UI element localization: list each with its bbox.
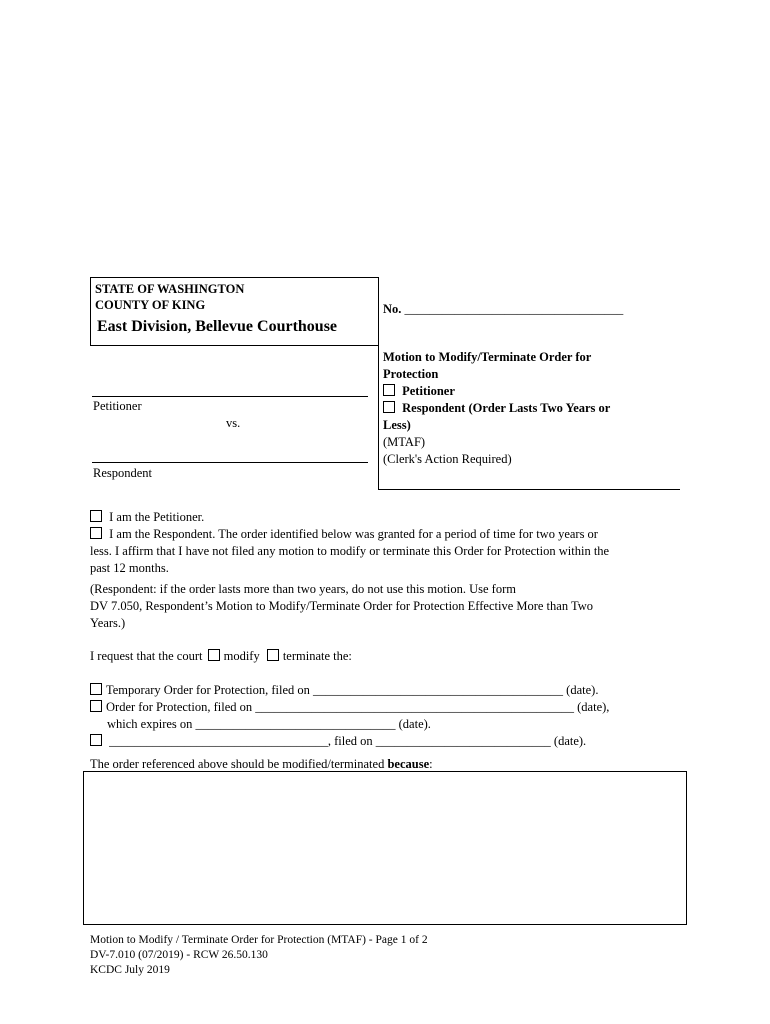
i-am-respondent-line2: less. I affirm that I have not filed any motion to modify or terminate this Order for Protection within the xyxy=(90,544,610,558)
respondent-note-line3: Years.) xyxy=(90,616,126,630)
motion-abbrev: (MTAF) xyxy=(383,435,426,449)
i-am-respondent-paragraph xyxy=(90,526,680,577)
request-row xyxy=(90,648,352,665)
case-number-blank[interactable]: ___________________________________ xyxy=(404,302,624,316)
order-filed-row[interactable]: Order for Protection, filed on ___________________________________________________ (date), xyxy=(90,699,609,716)
terminate-checkbox[interactable] xyxy=(267,649,279,661)
court-division: East Division, Bellevue Courthouse xyxy=(97,318,338,335)
temp-order-row[interactable]: Temporary Order for Protection, filed on ________________________________________ (date). xyxy=(90,682,598,699)
respondent-option[interactable]: Respondent (Order Lasts Two Years or xyxy=(383,400,610,417)
motion-title-line2: Protection xyxy=(383,367,439,381)
petitioner-name-line[interactable] xyxy=(92,396,368,397)
clerk-action: (Clerk's Action Required) xyxy=(383,452,512,466)
respondent-note-line1: (Respondent: if the order lasts more than two years, do not use this motion. Use form xyxy=(90,582,516,596)
footer-line1: Motion to Modify / Terminate Order for Protection (MTAF) - Page 1 of 2 xyxy=(90,934,428,946)
i-am-respondent-line3: past 12 months. xyxy=(90,561,169,575)
vs-label: vs. xyxy=(226,416,241,430)
page-footer xyxy=(90,933,428,978)
temp-order-checkbox[interactable] xyxy=(90,683,102,695)
i-am-petitioner-checkbox[interactable] xyxy=(90,510,102,522)
modify-label: modify xyxy=(223,649,260,663)
court-caption-box xyxy=(90,277,378,346)
order-filed-checkbox[interactable] xyxy=(90,700,102,712)
footer-line2: DV-7.010 (07/2019) - RCW 26.50.130 xyxy=(90,949,268,961)
because-heading: The order referenced above should be modified/terminated because: xyxy=(90,757,433,771)
footer-line3: KCDC July 2019 xyxy=(90,964,170,976)
other-order-checkbox[interactable] xyxy=(90,734,102,746)
other-order-row[interactable]: ___________________________________, filed on ____________________________ (date). xyxy=(90,733,586,750)
modify-checkbox[interactable] xyxy=(208,649,220,661)
case-number-field[interactable] xyxy=(383,302,623,317)
respondent-label: Respondent xyxy=(93,466,153,480)
petitioner-option[interactable]: Petitioner xyxy=(383,383,610,400)
county-name: COUNTY OF KING xyxy=(95,298,206,312)
i-am-respondent-checkbox[interactable] xyxy=(90,527,102,539)
respondent-name-line[interactable] xyxy=(92,462,368,463)
expires-row[interactable]: which expires on ________________________________ (date). xyxy=(107,717,431,731)
respondent-checkbox[interactable] xyxy=(383,401,395,413)
terminate-label: terminate the: xyxy=(282,649,352,663)
caption-vertical-divider xyxy=(378,277,379,490)
request-prefix: I request that the court xyxy=(90,649,203,663)
state-name: STATE OF WASHINGTON xyxy=(95,282,245,296)
motion-title-block xyxy=(383,349,610,468)
respondent-note-line2: DV 7.050, Respondent’s Motion to Modify/Terminate Order for Protection Effective More than Two xyxy=(90,599,594,613)
petitioner-label: Petitioner xyxy=(93,399,142,413)
caption-bottom-divider xyxy=(378,489,680,490)
respondent-note xyxy=(90,581,680,632)
court-state-county xyxy=(95,281,244,313)
motion-title-line1: Motion to Modify/Terminate Order for xyxy=(383,350,592,364)
petitioner-checkbox[interactable] xyxy=(383,384,395,396)
reason-text-box[interactable] xyxy=(83,771,687,925)
case-number-label: No. xyxy=(383,302,402,316)
i-am-respondent-row[interactable]: I am the Respondent. The order identified below was granted for a period of time for two years or xyxy=(90,526,680,543)
respondent-option-cont: Less) xyxy=(383,418,411,432)
i-am-petitioner-row[interactable]: I am the Petitioner. xyxy=(90,509,204,526)
